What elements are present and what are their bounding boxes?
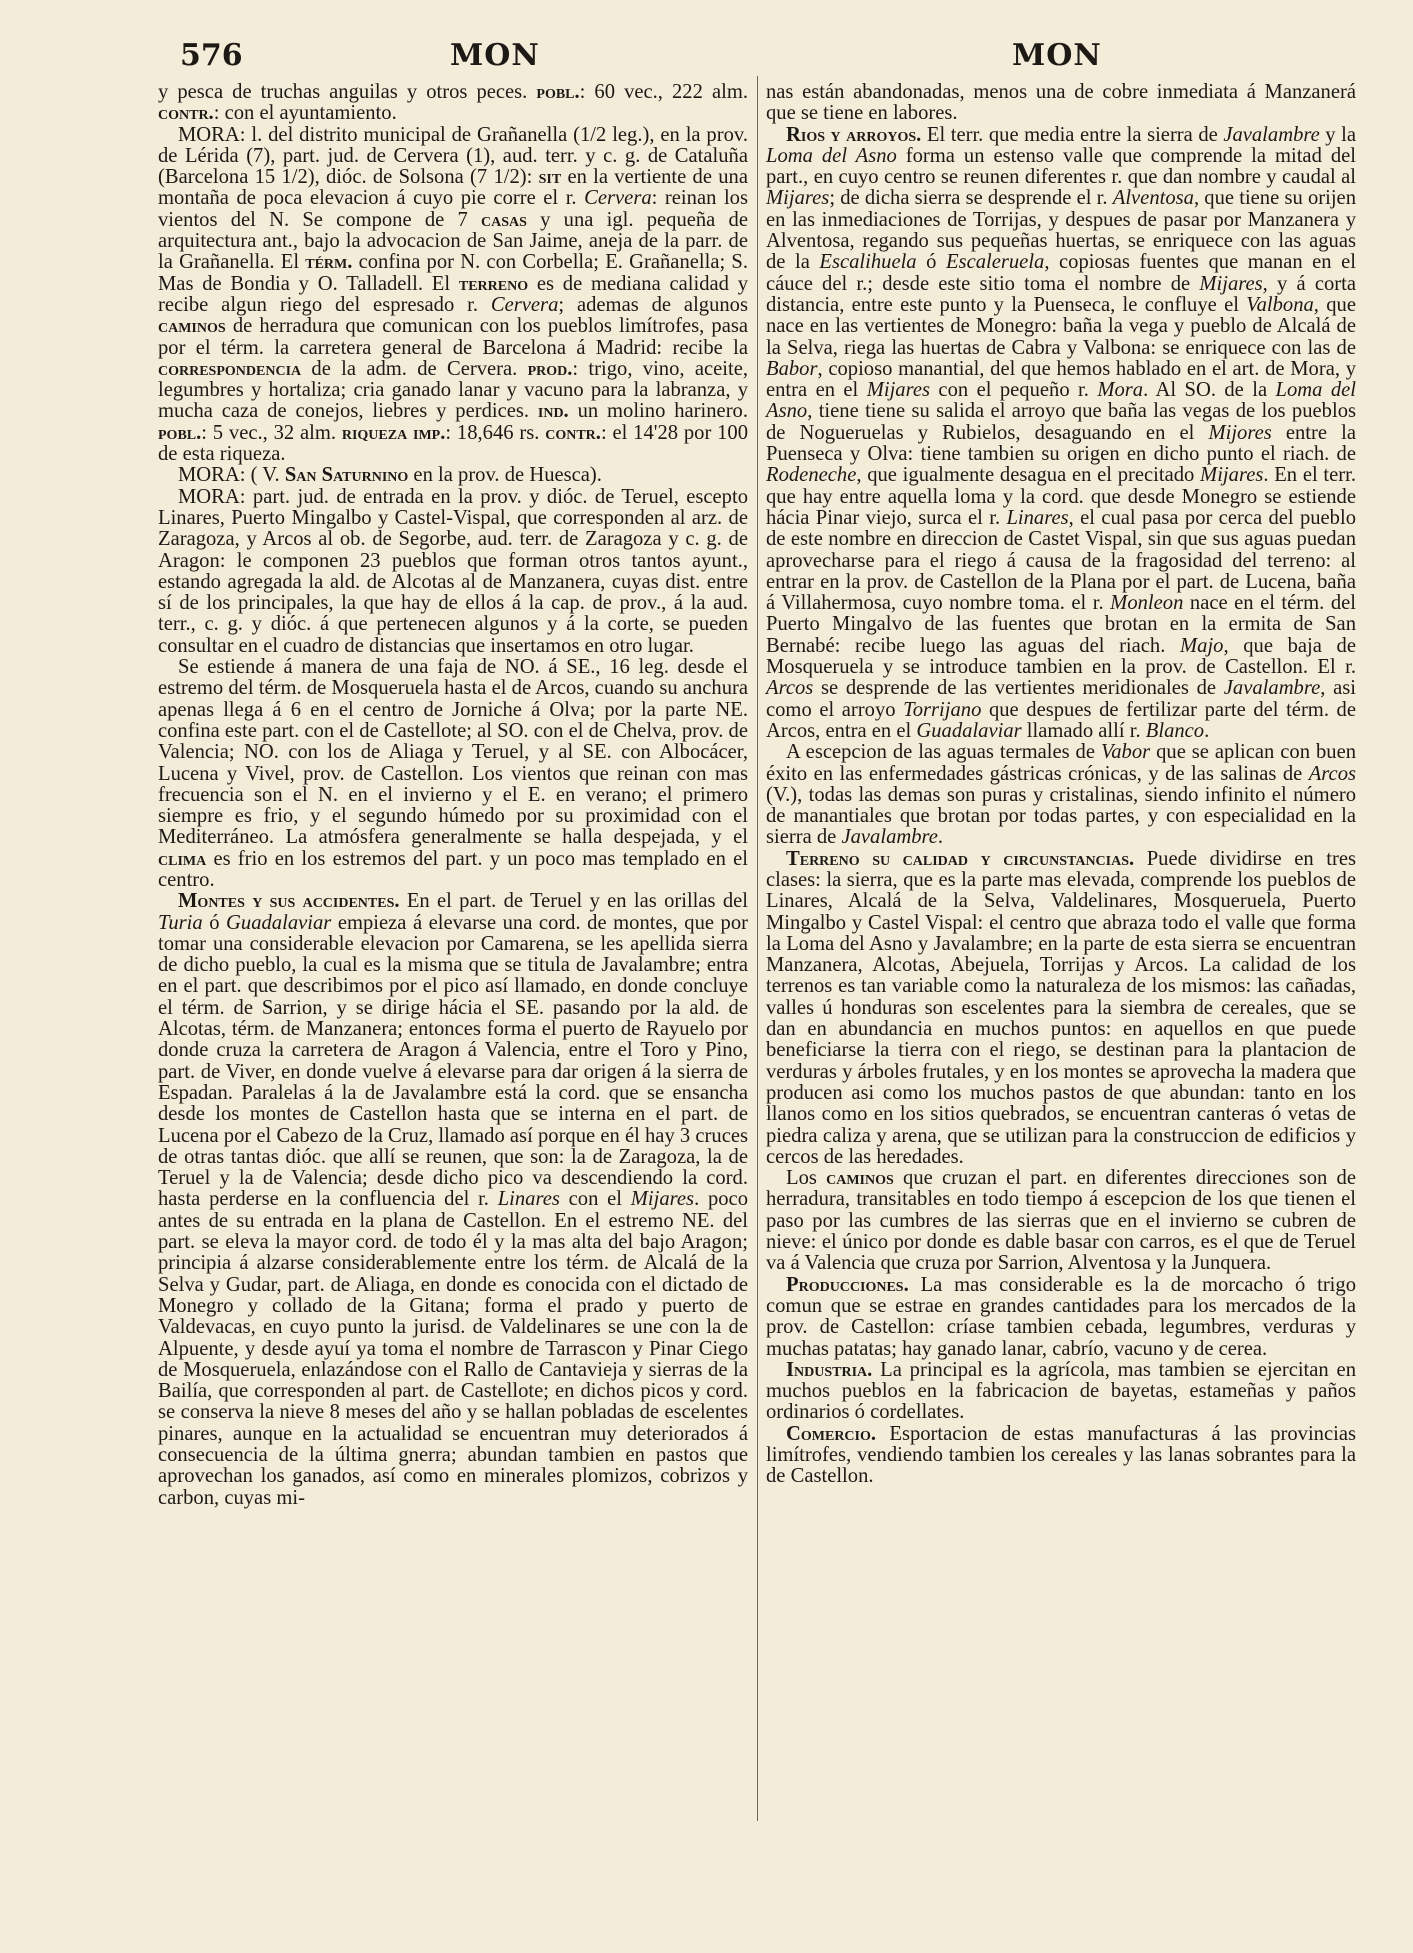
smallcaps-term: clima	[158, 847, 207, 870]
text-run: MORA: l. del distrito municipal de Grañanella (1/2 leg.), en la prov. de Lérida (7), part. jud. de Cervera (1), aud. terr. y c. g. de Cataluña (Barcelona 15 1/2), dióc. de Solsona (7 1/2):	[158, 123, 748, 189]
italic-name: Vabor	[1100, 741, 1151, 764]
entry-paragraph	[766, 1168, 1356, 1274]
running-head-right: MON	[1012, 38, 1102, 73]
text-run: : el 14'28 por 100 de esta riqueza.	[158, 421, 749, 466]
smallcaps-term: San Saturnino	[284, 464, 409, 487]
text-run: se desprende de las vertientes meridionales de	[813, 677, 1224, 700]
smallcaps-term: Rios y arroyos.	[786, 123, 922, 146]
italic-name: Cervera	[584, 187, 652, 210]
text-run: (V.), todas las demas son puras y cristalinas, siendo infinito el número de manantiales que brotan por todas partes, y con especialidad en la sierra de	[766, 783, 1356, 849]
smallcaps-term: caminos	[826, 1167, 894, 1190]
entry-paragraph	[766, 82, 1356, 125]
italic-name: Guadalaviar	[916, 719, 1022, 742]
text-run: , asi como el arroyo	[766, 677, 1356, 721]
italic-name: Mijores	[1208, 421, 1272, 444]
text-run: que despues de fertilizar parte del térm. de Arcos, entra en el	[766, 698, 1356, 742]
italic-name: Javalambre	[1223, 123, 1320, 146]
text-run: y una igl. pequeña de arquitectura ant., bajo la advocacion de San Jaime, aneja de la parr. de la Grañanella. El	[158, 208, 748, 274]
entry-paragraph	[766, 742, 1356, 848]
entry-paragraph	[158, 657, 748, 891]
italic-name: Linares	[497, 1188, 560, 1211]
text-run: y la	[1319, 123, 1356, 146]
text-run: empieza á elevarse una cord. de montes, que por tomar una considerable elevacion por Camarena, se les apellida sierra de dicho pueblo, la cual es la misma que se titula de Javalambre; entra en el part. que describimos por el pico así llamado, en donde concluye el térm. de Sarrion, y se dirige hácia el SE. pasando por la ald. de Alcotas, térm. de Manzanera; entonces forma el puerto de Rayuelo por donde cruza la carretera de Aragon á Valencia, entre el Toro y Pino, part. de Viver, en donde vuelve á elevarse para dar origen á la sierra de Espadan. Paralelas á la de Javalambre está la cord. que se ensancha desde los montes de Castellon hasta que se interna en el part. de Lucena por el Cabezo de la Cruz, llamado así porque en él hay 3 cruces de otras tantas dióc. que allí se reunen, que son: la de Zaragoza, la de Teruel y la de Valencia; desde dicho pico va descendiendo la cord. hasta perderse en la confluencia del r.	[158, 911, 749, 1211]
text-run: de herradura que comunican con los pueblos limítrofes, pasa por el térm. la carretera general de Barcelona á Madrid: recibe la	[158, 315, 748, 359]
italic-name: Majo	[1180, 634, 1224, 657]
entry-paragraph	[158, 891, 748, 1509]
smallcaps-term: Comercio.	[786, 1422, 877, 1445]
text-run: : 5 vec., 32 alm.	[201, 421, 342, 444]
italic-name: Arcos	[1308, 762, 1356, 785]
entry-paragraph	[766, 1360, 1356, 1424]
smallcaps-term: riqueza imp.	[341, 421, 446, 444]
text-run: , copiosas fuentes que manan en el cáuce del r.; desde este sitio toma el nombre de	[766, 251, 1356, 295]
text-run: .	[937, 826, 944, 849]
italic-name: Javalambre	[841, 826, 938, 849]
smallcaps-term: Terreno su calidad y circunstancias.	[786, 847, 1135, 870]
text-run: MORA: part. jud. de entrada en la prov. y dióc. de Teruel, escepto Linares, Puerto Mingalbo y Castel-Vispal, que corresponden al arz. de Zaragoza, y Arcos al ob. de Segorbe, aud. terr. de Zaragoza y c. g. de Aragon: le componen 23 pueblos que forman otros tantos ayunt., estando agregada la ald. de Alcotas al de Manzanera, cuyas dist. entre sí de los principales, la que hay de ellos á la cap. de prov., á la aud. terr., c. g. y dióc. á que pertenecen algunos y á la corte, se pueden consultar en el cuadro de distancias que insertamos en otro lugar.	[158, 485, 748, 657]
text-run: , que baja de Mosqueruela y se introduce tambien en la prov. de Castellon. El r.	[766, 634, 1356, 679]
text-run: : 60 vec., 222 alm.	[579, 81, 748, 103]
text-run: . poco antes de su entrada en la plana de Castellon. En el estremo NE. del part. se eleva la mayor cord. de todo él y la mas alta del bajo Aragon; principia á alzarse considerablemente entre los térm. de Alcalá de la Selva y Gudar, part. de Aliaga, en donde es conocida con el dictado de Monegro y collado de la Gitana; forma el prado y puerto de Valdevacas, en cuyo punto la jurisd. de Valdelinares se une con la de Alpuente, y desde ayuí ya toma el nombre de Tarrascon y Pinar Ciego de Mosqueruela, enlazándose con el Rallo de Cantavieja y sierras de la Bailía, que corresponden al part. de Castellote; en dichos picos y cord. se conserva la nieve 8 meses del año y se hallan pobladas de escelentes pinares, aunque en la actualidad se encuentran muy deteriorados á consecuencia de la última gnerra; abundan tambien en pastos que aprovechan los ganados, así como en minerales plomizos, cobrizos y carbon, cuyas mi-	[158, 1188, 748, 1509]
italic-name: Linares	[1006, 506, 1069, 529]
text-run: : 18,646 rs.	[445, 421, 546, 444]
text-run: y pesca de truchas anguilas y otros peces.	[158, 81, 537, 103]
italic-name: Valbona	[1246, 293, 1314, 316]
text-run: nace en el térm. del Puerto Mingalvo de las fuentes que brotan en la ermita de San Bernabé: recibe luego las aguas del riach.	[766, 592, 1356, 657]
entry-paragraph	[766, 125, 1356, 743]
smallcaps-term: casas	[481, 208, 527, 231]
italic-name: Escalihuela	[819, 251, 917, 274]
smallcaps-term: pobl.	[158, 421, 202, 444]
text-run: forma un estenso valle que comprende la mitad del part., en cuyo centro se reunen diferentes r. que dan nombre y caudal al	[766, 144, 1356, 189]
text-run: : con el ayuntamiento.	[213, 102, 397, 125]
smallcaps-term: pobl.	[536, 81, 580, 103]
italic-name: Javalambre	[1223, 677, 1321, 700]
italic-name: Mora	[1097, 379, 1144, 402]
italic-name: Turia	[158, 911, 203, 934]
text-run: Se estiende á manera de una faja de NO. á SE., 16 leg. desde el estremo del térm. de Mosqueruela hasta el de Arcos, cuando su anchura apenas llega á 6 en el centro de Jorniche á Olva; por la parte NE. confina este part. con el de Castellote; al SO. con el de Chelva, prov. de Valencia; NO. con los de Aliaga y Teruel, y al SE. con Albocácer, Lucena y Vivel, prov. de Castellon. Los vientos que reinan con mas frecuencia son el N. en el invierno y el E. en verano; el primero siempre es frio, y el segundo húmedo por su proximidad con el Mediterráneo. La atmósfera generalmente se halla despejada, y el	[158, 656, 748, 849]
entry-paragraph	[158, 465, 748, 486]
entry-paragraph	[766, 849, 1356, 1168]
text-run: de la adm. de Cervera.	[301, 357, 528, 380]
text-run: MORA: ( V.	[178, 464, 285, 487]
italic-name: Babor	[766, 357, 818, 380]
italic-name: Escaleruela	[945, 251, 1045, 274]
text-run: , tiene tiene su salida el arroyo que baña las vegas de los pueblos de Nogueruelas y Rubielos, desaguando en el	[766, 400, 1356, 444]
smallcaps-term: Montes y sus accidentes.	[178, 890, 400, 913]
smallcaps-term: contr.	[545, 421, 601, 444]
text-run: , que nace en las vertientes de Monegro: baña la vega y pueblo de Alcalá de la Selva, riega las huertas de Cabra y Valbona: se enriquece con las de	[766, 293, 1356, 359]
text-run: con el	[559, 1188, 631, 1211]
italic-name: Torrijano	[903, 698, 982, 721]
page-number: 576	[180, 38, 243, 73]
text-run: En el part. de Teruel y en las orillas del	[399, 890, 748, 913]
text-run: . En el terr. que hay entre aquella loma y la cord. que desde Monegro se estiende hácia Pinar viejo, surca el r.	[766, 464, 1357, 529]
text-run: Esportacion de estas manufacturas á las provincias limítrofes, vendiendo tambien los cereales y las lanas sobrantes para la de Castellon.	[766, 1422, 1356, 1488]
smallcaps-term: contr.	[158, 102, 214, 125]
italic-name: Mijares	[630, 1188, 695, 1211]
italic-name: Mijares	[766, 187, 830, 210]
text-run: , que tiene su orijen en las inmediaciones de Torrijas, y despues de pasar por Manzanera y Alventosa, regando sus pequeñas huertas, se enriquece con las aguas de la	[766, 187, 1356, 274]
italic-name: Cervera	[490, 293, 559, 316]
smallcaps-term: ind.	[537, 400, 569, 423]
text-run: nas están abandonadas, menos una de cobre inmediata á Manzanerá que se tiene en labores.	[766, 81, 1356, 125]
text-run: que se aplican con buen éxito en las enfermedades gástricas crónicas, y de las salinas de	[766, 741, 1357, 785]
text-run: en la vertiente de una montaña de poca elevacion á cuyo pie corre el r.	[158, 166, 748, 210]
text-run: , copioso manantial, del que hemos hablado en el art. de Mora, y entra en el	[766, 357, 1356, 402]
text-run: La principal es la agrícola, mas tambien se ejercitan en muchos pueblos en la fabricacion de bayetas, estameñas y paños ordinarios ó cordellates.	[766, 1358, 1356, 1424]
text-run: llamado allí r.	[1021, 719, 1146, 742]
column-divider	[757, 76, 758, 1821]
italic-name: Mijares	[866, 379, 931, 402]
smallcaps-term: Producciones.	[786, 1273, 909, 1296]
italic-name: Loma del Asno	[766, 379, 1357, 423]
smallcaps-term: prod.	[527, 357, 573, 380]
text-run: entre la Puenseca y Olva: tiene tambien su origen en dicho punto el riach. de	[766, 421, 1356, 466]
text-run: : reinan los vientos del N. Se compone de 7	[158, 187, 748, 231]
entry-paragraph	[158, 487, 748, 657]
entry-paragraph	[158, 82, 748, 125]
text-run: La mas considerable es la de morcacho ó trigo comun que se estrae en grandes cantidades para los mercados de la prov. de Castellon: críase tambien cebada, legumbres, verduras y muchas patatas; hay ganado lanar, cabrío, vacuno y de cerea.	[766, 1273, 1356, 1360]
text-run: Los	[786, 1167, 827, 1190]
smallcaps-term: Industria.	[786, 1358, 873, 1381]
entry-paragraph	[158, 125, 748, 466]
italic-name: Loma del Asno	[766, 144, 897, 167]
smallcaps-term: correspondencia	[158, 357, 302, 380]
left-column	[158, 82, 748, 1509]
text-run: en la prov. de Huesca).	[408, 464, 602, 487]
smallcaps-term: caminos	[158, 315, 226, 338]
smallcaps-term: sit	[538, 166, 562, 189]
text-run: confina por N. con Corbella; E. Grañanella; S. Mas de Bondia y O. Talladell. El	[158, 251, 748, 295]
text-run: Puede dividirse en tres clases: la sierra, que es la parte mas elevada, comprende los pueblos de Linares, Alcalá de la Selva, Valdelinares, Mosqueruela, Puerto Mingalbo y Castel Vispal: el centro que abraza todo el valle que forma la Loma del Asno y Javalambre; en la parte de esta sierra se encuentran Manzanera, Alcotas, Abejuela, Torrijas y Arcos. La calidad de los terrenos es tan variable como la naturaleza de los mismos: las cañadas, valles ú honduras son escelentes para la siembra de cereales, que se dan en abundancia en muchos puntos: en aquellos en que puede beneficiarse la tierra con el riego, se destinan para la plantacion de verduras y árboles frutales, y en los montes se aprovecha la madera que producen asi como los muchos pastos de que abundan: tanto en los llanos como en los sitios quebrados, se encuentran canteras ó vetas de piedra caliza y arena, que se utilizan para la construccion de edificios y cercos de las heredades.	[766, 847, 1356, 1168]
smallcaps-term: térm.	[305, 251, 353, 274]
text-run: , el cual pasa por cerca del pueblo de este nombre en direccion de Castet Vispal, sin que sus aguas puedan aprovecharse para el riego á causa de la fragosidad del terreno: al entrar en la prov. de Castellon de la Plana por el part. de Lucena, baña á Villahermosa, cuyo nombre toma. el r.	[766, 506, 1356, 615]
smallcaps-term: terreno	[458, 272, 529, 295]
italic-name: Guadalaviar	[226, 911, 332, 934]
text-run: es de mediana calidad y recibe algun riego del espresado r.	[158, 272, 748, 316]
text-run: , y á corta distancia, entre este punto y la Puenseca, le confluye el	[766, 272, 1356, 316]
text-run: .	[1204, 719, 1210, 742]
running-head-left: MON	[450, 38, 540, 73]
italic-name: Rodeneche	[766, 464, 857, 487]
text-run: A escepcion de las aguas termales de	[786, 741, 1101, 764]
text-run: es frio en los estremos del part. y un poco mas templado en el centro.	[158, 847, 748, 891]
right-column	[766, 82, 1356, 1488]
text-run: ó	[202, 911, 227, 934]
text-run: ó	[916, 251, 946, 274]
text-run: . Al SO. de la	[1143, 379, 1276, 402]
text-run: que cruzan el part. en diferentes direcciones son de herradura, transitables en todo tiempo á escepcion de los que tienen el paso por las cumbres de las sierras que en el invierno se cubren de nieve: el único por donde es dable basar con carros, es el que de Teruel va á Valencia que cruza por Sarrion, Alventosa y la Junquera.	[766, 1167, 1356, 1275]
italic-name: Monleon	[1110, 592, 1184, 615]
entry-paragraph	[766, 1424, 1356, 1488]
italic-name: Mijares	[1200, 464, 1264, 487]
text-run: : trigo, vino, aceite, legumbres y hortaliza; cria ganado lanar y vacuno para la labranza, y mucha caza de conejos, liebres y perdices.	[158, 357, 748, 423]
text-run: ; de dicha sierra se desprende el r.	[829, 187, 1113, 210]
italic-name: Alventosa	[1112, 187, 1194, 210]
text-run: ; ademas de algunos	[558, 293, 748, 316]
text-run: , que igualmente desagua en el precitado	[856, 464, 1201, 487]
text-run: El terr. que media entre la sierra de	[921, 123, 1224, 146]
text-run: con el pequeño r.	[930, 379, 1098, 402]
text-run: un molino harinero.	[568, 400, 748, 423]
italic-name: Blanco	[1145, 719, 1205, 742]
italic-name: Arcos	[766, 677, 814, 700]
italic-name: Mijares	[1199, 272, 1263, 295]
entry-paragraph	[766, 1275, 1356, 1360]
page-header	[0, 38, 1413, 78]
